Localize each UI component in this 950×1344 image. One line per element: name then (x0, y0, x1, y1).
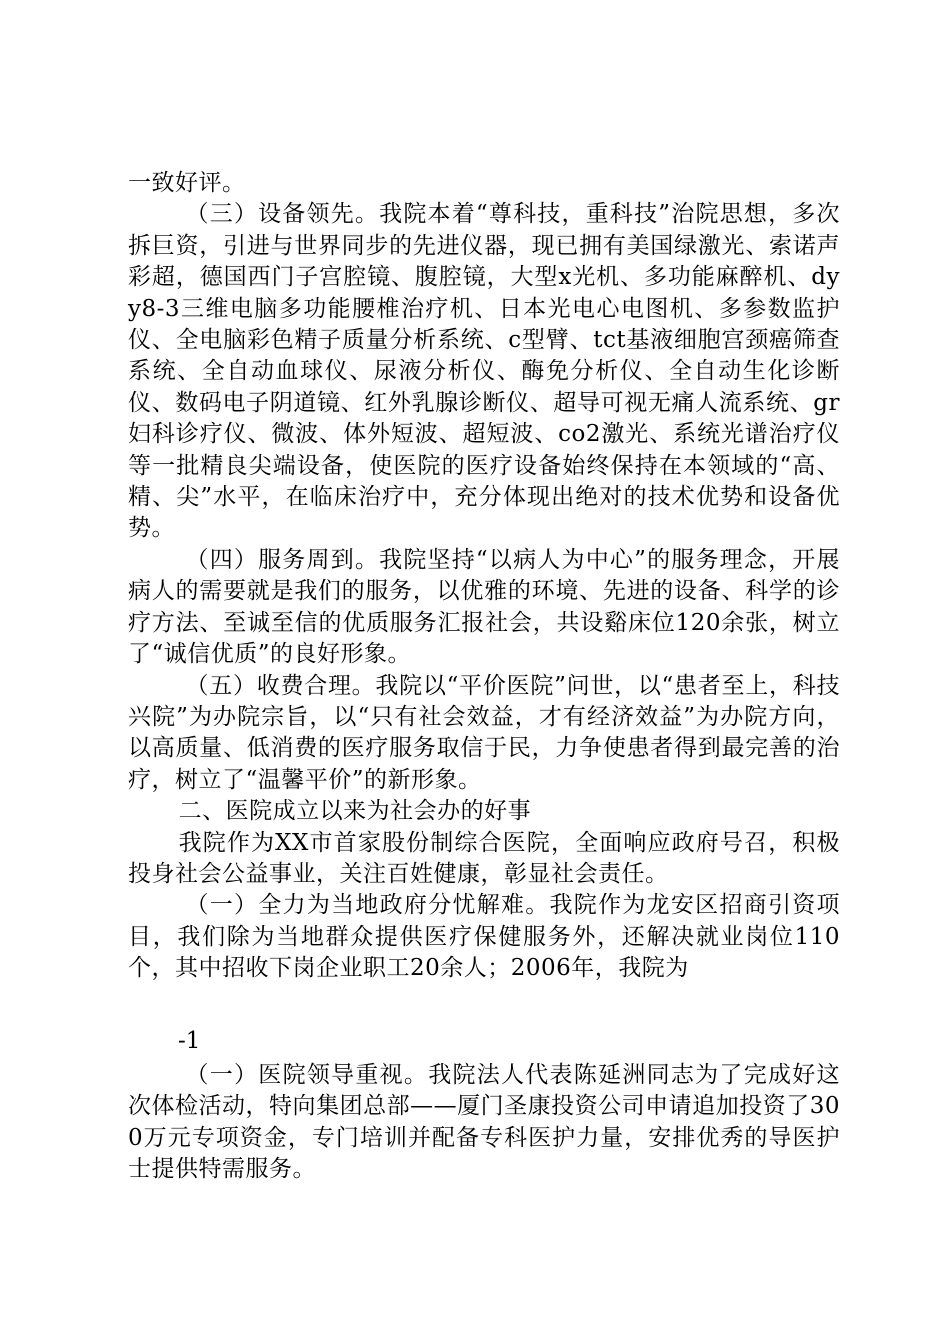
paragraph-equipment: （三）设备领先。我院本着“尊科技，重科技”治院思想，多次拆巨资，引进与世界同步的先进仪器，现已拥有美国绿激光、索诺声彩超，德国西门子宫腔镜、腹腔镜，大型x光机、多功能麻醉机、dyy8-3三维电脑多功能腰椎治疗机、日本光电心电图机、多参数监护仪、全电脑彩色精子质量分析系统、c型臂、tct基液细胞宫颈癌筛查系统、全自动血球仪、尿液分析仪、酶免分析仪、全自动生化诊断仪、数码电子阴道镜、红外乳腺诊断仪、超导可视无痛人流系统、gr妇科诊疗仪、微波、体外短波、超短波、co2激光、系统光谱治疗仪等一批精良尖端设备，使医院的医疗设备始终保持在本领域的“高、精、尖”水平，在临床治疗中，充分体现出绝对的技术优势和设备优势。 (128, 201, 840, 542)
section-heading: 二、医院成立以来为社会办的好事 (178, 798, 532, 825)
paragraph-service: （四）服务周到。我院坚持“以病人为中心”的服务理念，开展病人的需要就是我们的服务，以优雅的环境、先进的设备、科学的诊疗方法、至诚至信的优质服务汇报社会，共设谿床位120余张，树立了“诚信优质”的良好形象。 (128, 546, 840, 668)
paragraph-fees: （五）收费合理。我院以“平价医院”问世，以“患者至上，科技兴院”为办院宗旨，以“只有社会效益，才有经济效益”为办院方向，以高质量、低消费的医疗服务取信于民，力争使患者得到最完善的治疗，树立了“温馨平价”的新形象。 (128, 672, 840, 793)
paragraph-government: （一）全力为当地政府分忧解难。我院作为龙安区招商引资项目，我们除为当地群众提供医疗保健服务外，还解决就业岗位110个，其中招收下岗企业职工20余人；2006年，我院为 (128, 892, 840, 982)
page-number: -1 (178, 1028, 201, 1054)
paragraph-intro: 我院作为XX市首家股份制综合医院，全面响应政府号召，积极投身社会公益事业，关注百姓健康，彰显社会责任。 (128, 829, 840, 887)
paragraph-leadership: （一）医院领导重视。我院法人代表陈延洲同志为了完成好这次体检活动，特向集团总部——厦门圣康投资公司申请追加投资了300万元专项资金，专门培训并配备专科医护力量，安排优秀的导医护士提供特需服务。 (128, 1062, 840, 1183)
document-body-continued (128, 1060, 840, 1186)
paragraph-continuation: 一致好评。 (128, 170, 246, 196)
document-body (128, 168, 840, 985)
